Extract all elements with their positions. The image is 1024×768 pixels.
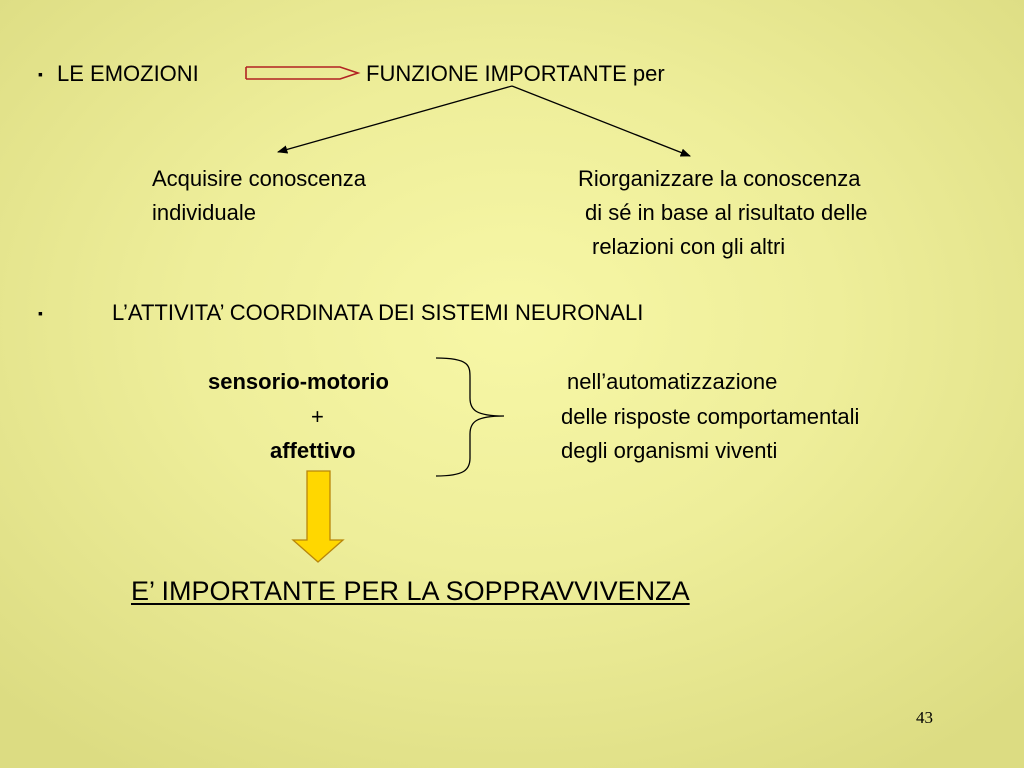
double-arrow-connector (246, 67, 358, 79)
affective-label: affettivo (270, 438, 356, 463)
plus-sign: + (311, 404, 324, 429)
branch-arrow-left (278, 86, 512, 152)
branch-left-line-2: individuale (152, 200, 256, 225)
down-arrow-icon (293, 471, 343, 562)
branch-right-line-2: di sé in base al risultato delle (585, 200, 868, 225)
slide-number: 43 (916, 708, 933, 727)
bullet-icon: ▪ (38, 66, 43, 82)
bullet-icon: ▪ (38, 305, 43, 321)
branch-right-line-3: relazioni con gli altri (592, 234, 786, 259)
sensorimotor-label: sensorio-motorio (208, 369, 389, 394)
branch-arrow-right (512, 86, 690, 156)
result-line-3: degli organismi viventi (561, 438, 778, 463)
function-label: FUNZIONE IMPORTANTE per (366, 61, 665, 86)
curly-brace (436, 358, 504, 476)
result-line-2: delle risposte comportamentali (561, 404, 860, 429)
branch-left-line-1: Acquisire conoscenza (152, 166, 367, 191)
result-line-1: nell’automatizzazione (567, 369, 778, 394)
branch-right-line-1: Riorganizzare la conoscenza (578, 166, 861, 191)
conclusion-text: E’ IMPORTANTE PER LA SOPPRAVVIVENZA (131, 576, 690, 606)
emotions-label: LE EMOZIONI (57, 61, 199, 86)
coordinated-activity-label: L’ATTIVITA’ COORDINATA DEI SISTEMI NEURONALI (112, 300, 644, 325)
